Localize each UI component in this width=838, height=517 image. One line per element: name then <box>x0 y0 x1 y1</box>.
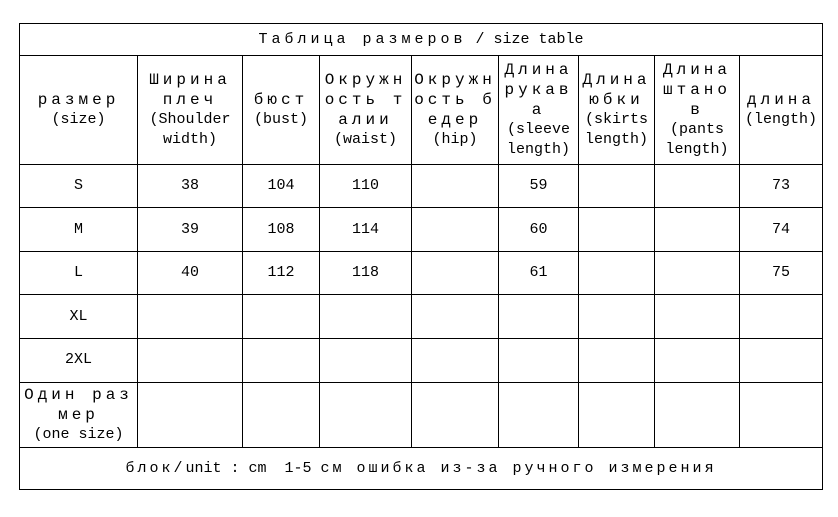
table-cell <box>655 295 740 339</box>
table-cell: 73 <box>740 164 823 208</box>
table-cell <box>138 382 243 448</box>
header-label-ru: Длина штанов <box>662 61 731 120</box>
size-cell: S <box>20 164 138 208</box>
footer-note: см ошибка из-за ручного измерения <box>320 459 717 477</box>
header-shoulder <box>138 56 243 164</box>
table-cell <box>579 382 655 448</box>
table-title <box>20 24 823 56</box>
header-label-en: (hip) <box>432 131 478 149</box>
footer-range: 1-5 <box>284 459 312 477</box>
table-row <box>20 295 823 339</box>
table-cell <box>412 251 499 295</box>
table-cell: 59 <box>499 164 579 208</box>
header-pants <box>655 56 740 164</box>
table-cell <box>138 338 243 382</box>
one-size-en: (one size) <box>33 425 124 443</box>
table-cell <box>579 164 655 208</box>
table-cell <box>655 338 740 382</box>
table-cell: 75 <box>740 251 823 295</box>
table-row <box>20 251 823 295</box>
header-label-ru: Окружность талии <box>324 71 407 130</box>
header-size <box>20 56 138 164</box>
table-cell <box>320 295 412 339</box>
table-cell <box>499 382 579 448</box>
table-cell <box>499 295 579 339</box>
header-label-ru: Ширина плеч <box>149 71 231 110</box>
table-cell <box>243 382 320 448</box>
header-label-en: (skirts length) <box>584 111 648 149</box>
table-cell <box>740 338 823 382</box>
table-cell <box>579 251 655 295</box>
table-cell: 39 <box>138 208 243 252</box>
table-cell <box>579 338 655 382</box>
header-length <box>740 56 823 164</box>
table-cell: 112 <box>243 251 320 295</box>
table-cell <box>412 208 499 252</box>
header-bust <box>243 56 320 164</box>
table-cell <box>320 338 412 382</box>
table-cell <box>243 295 320 339</box>
header-label-ru: длина <box>747 91 816 110</box>
table-cell <box>655 208 740 252</box>
title-ru: Таблица размеров <box>258 30 467 48</box>
header-label-ru: Длина рукава <box>504 61 573 120</box>
header-waist <box>320 56 412 164</box>
table-cell: 74 <box>740 208 823 252</box>
table-cell <box>655 164 740 208</box>
table-cell <box>412 382 499 448</box>
header-label-ru: размер <box>37 91 120 110</box>
size-table <box>19 23 823 490</box>
table-cell <box>499 338 579 382</box>
header-label-en: (size) <box>51 111 106 129</box>
table-row <box>20 164 823 208</box>
table-row <box>20 338 823 382</box>
title-separator: / <box>466 30 494 48</box>
size-cell: L <box>20 251 138 295</box>
table-cell: 114 <box>320 208 412 252</box>
table-cell: 40 <box>138 251 243 295</box>
table-cell <box>579 295 655 339</box>
title-en: size table <box>493 30 584 48</box>
header-label-en: (Shoulder width) <box>149 111 231 149</box>
header-label-ru: бюст <box>253 91 309 110</box>
header-label-en: (length) <box>745 111 818 129</box>
size-cell-one-size <box>20 382 138 448</box>
header-label-en: (bust) <box>253 111 308 129</box>
table-cell <box>655 382 740 448</box>
table-cell: 104 <box>243 164 320 208</box>
table-cell <box>412 295 499 339</box>
table-row <box>20 208 823 252</box>
header-label-en: (sleeve length) <box>506 121 570 159</box>
table-cell: 61 <box>499 251 579 295</box>
table-cell <box>138 295 243 339</box>
size-cell: XL <box>20 295 138 339</box>
footer-unit-ru: блок/ <box>125 459 186 477</box>
table-cell: 118 <box>320 251 412 295</box>
table-cell <box>412 164 499 208</box>
footer-unit-en: unit : cm <box>185 459 267 477</box>
one-size-ru: Один размер <box>24 385 133 424</box>
table-cell: 110 <box>320 164 412 208</box>
size-cell: M <box>20 208 138 252</box>
table-cell: 60 <box>499 208 579 252</box>
header-row <box>20 56 823 164</box>
header-hip <box>412 56 499 164</box>
header-label-en: (pants length) <box>665 121 729 159</box>
table-cell: 38 <box>138 164 243 208</box>
table-row <box>20 382 823 448</box>
table-cell <box>579 208 655 252</box>
size-cell: 2XL <box>20 338 138 382</box>
header-sleeve <box>499 56 579 164</box>
header-label-ru: Длина юбки <box>582 71 651 110</box>
table-cell <box>740 382 823 448</box>
table-cell: 108 <box>243 208 320 252</box>
table-cell <box>320 382 412 448</box>
table-cell <box>412 338 499 382</box>
table-cell <box>655 251 740 295</box>
table-footer <box>20 448 823 490</box>
table-cell <box>740 295 823 339</box>
header-label-ru: Окружность бедер <box>414 71 496 130</box>
table-cell <box>243 338 320 382</box>
header-label-en: (waist) <box>333 131 397 149</box>
header-skirt <box>579 56 655 164</box>
